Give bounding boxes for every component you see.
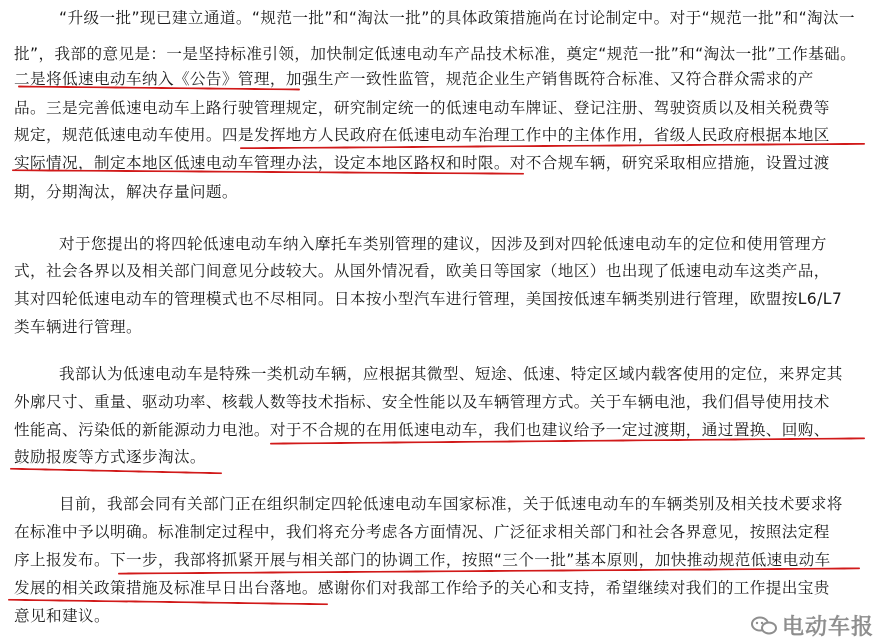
text-line: 二是将低速电动车纳入《公告》管理，加强生产一致性监管，规范企业生产销售既符合标准、又符合群众需求的产 — [14, 70, 814, 88]
text-line: 对于您提出的将四轮低速电动车纳入摩托车类别管理的建议，因涉及到对四轮低速电动车的定位和使用管理方 — [59, 235, 827, 253]
text-line: 品。三是完善低速电动车上路行驶管理规定，研究制定统一的低速电动车牌证、登记注册、驾驶资质以及相关税费等 — [14, 99, 830, 117]
text-line: 意见和建议。 — [14, 607, 110, 625]
chat-bubble-icon — [750, 613, 778, 641]
text-line: 性能高、污染低的新能源动力电池。对于不合规的在用低速电动车，我们也建议给予一定过渡期，通过置换、回购、 — [14, 421, 830, 439]
text-line: 其对四轮低速电动车的管理模式也不尽相同。日本按小型汽车进行管理，美国按低速车辆类别进行管理，欧盟按L6/L7 — [14, 290, 843, 308]
text-line: “升级一批”现已建立通道。“规范一批”和“淘汰一批”的具体政策措施尚在讨论制定中。对于“规范一批”和“淘汰一 — [59, 9, 856, 27]
text-line: 目前，我部会同有关部门正在组织制定四轮低速电动车国家标准，关于低速电动车的车辆类别及相关技术要求将 — [59, 495, 843, 513]
watermark-text: 电动车报 — [781, 615, 874, 640]
text-line: 发展的相关政策措施及标准早日出台落地。感谢你们对我部工作给予的关心和支持，希望继续对我们的工作提出宝贵 — [14, 579, 830, 597]
text-line: 我部认为低速电动车是特殊一类机动车辆，应根据其微型、短途、低速、特定区域内载客使用的定位，来界定其 — [59, 365, 843, 383]
watermark — [750, 613, 874, 641]
text-line: 类车辆进行管理。 — [14, 318, 142, 336]
text-line: 实际情况，制定本地区低速电动车管理办法，设定本地区路权和时限。对不合规车辆，研究采取相应措施，设置过渡 — [14, 154, 830, 172]
text-line: 规定，规范低速电动车使用。四是发挥地方人民政府在低速电动车治理工作中的主体作用，省级人民政府根据本地区 — [14, 126, 830, 144]
text-line: 在标准中予以明确。标准制定过程中，我们将充分考虑各方面情况、广泛征求相关部门和社会各界意见，按照法定程 — [14, 523, 830, 541]
text-line: 期，分期淘汰，解决存量问题。 — [14, 183, 238, 201]
text-line: 批”，我部的意见是：一是坚持标准引领，加快制定低速电动车产品技术标准，奠定“规范一批”和“淘汰一批”工作基础。 — [14, 45, 857, 63]
text-line: 外廓尺寸、重量、驱动功率、核载人数等技术指标、安全性能以及车辆管理方式。关于车辆电池，我们倡导使用技术 — [14, 393, 830, 411]
text-line: 序上报发布。下一步，我部将抓紧开展与相关部门的协调工作，按照“三个一批”基本原则，加快推动规范低速电动车 — [14, 551, 831, 569]
text-line: 式，社会各界以及相关部门间意见分歧较大。从国外情况看，欧美日等国家（地区）也出现了低速电动车这类产品， — [14, 262, 830, 280]
text-line: 鼓励报废等方式逐步淘汰。 — [14, 448, 206, 466]
